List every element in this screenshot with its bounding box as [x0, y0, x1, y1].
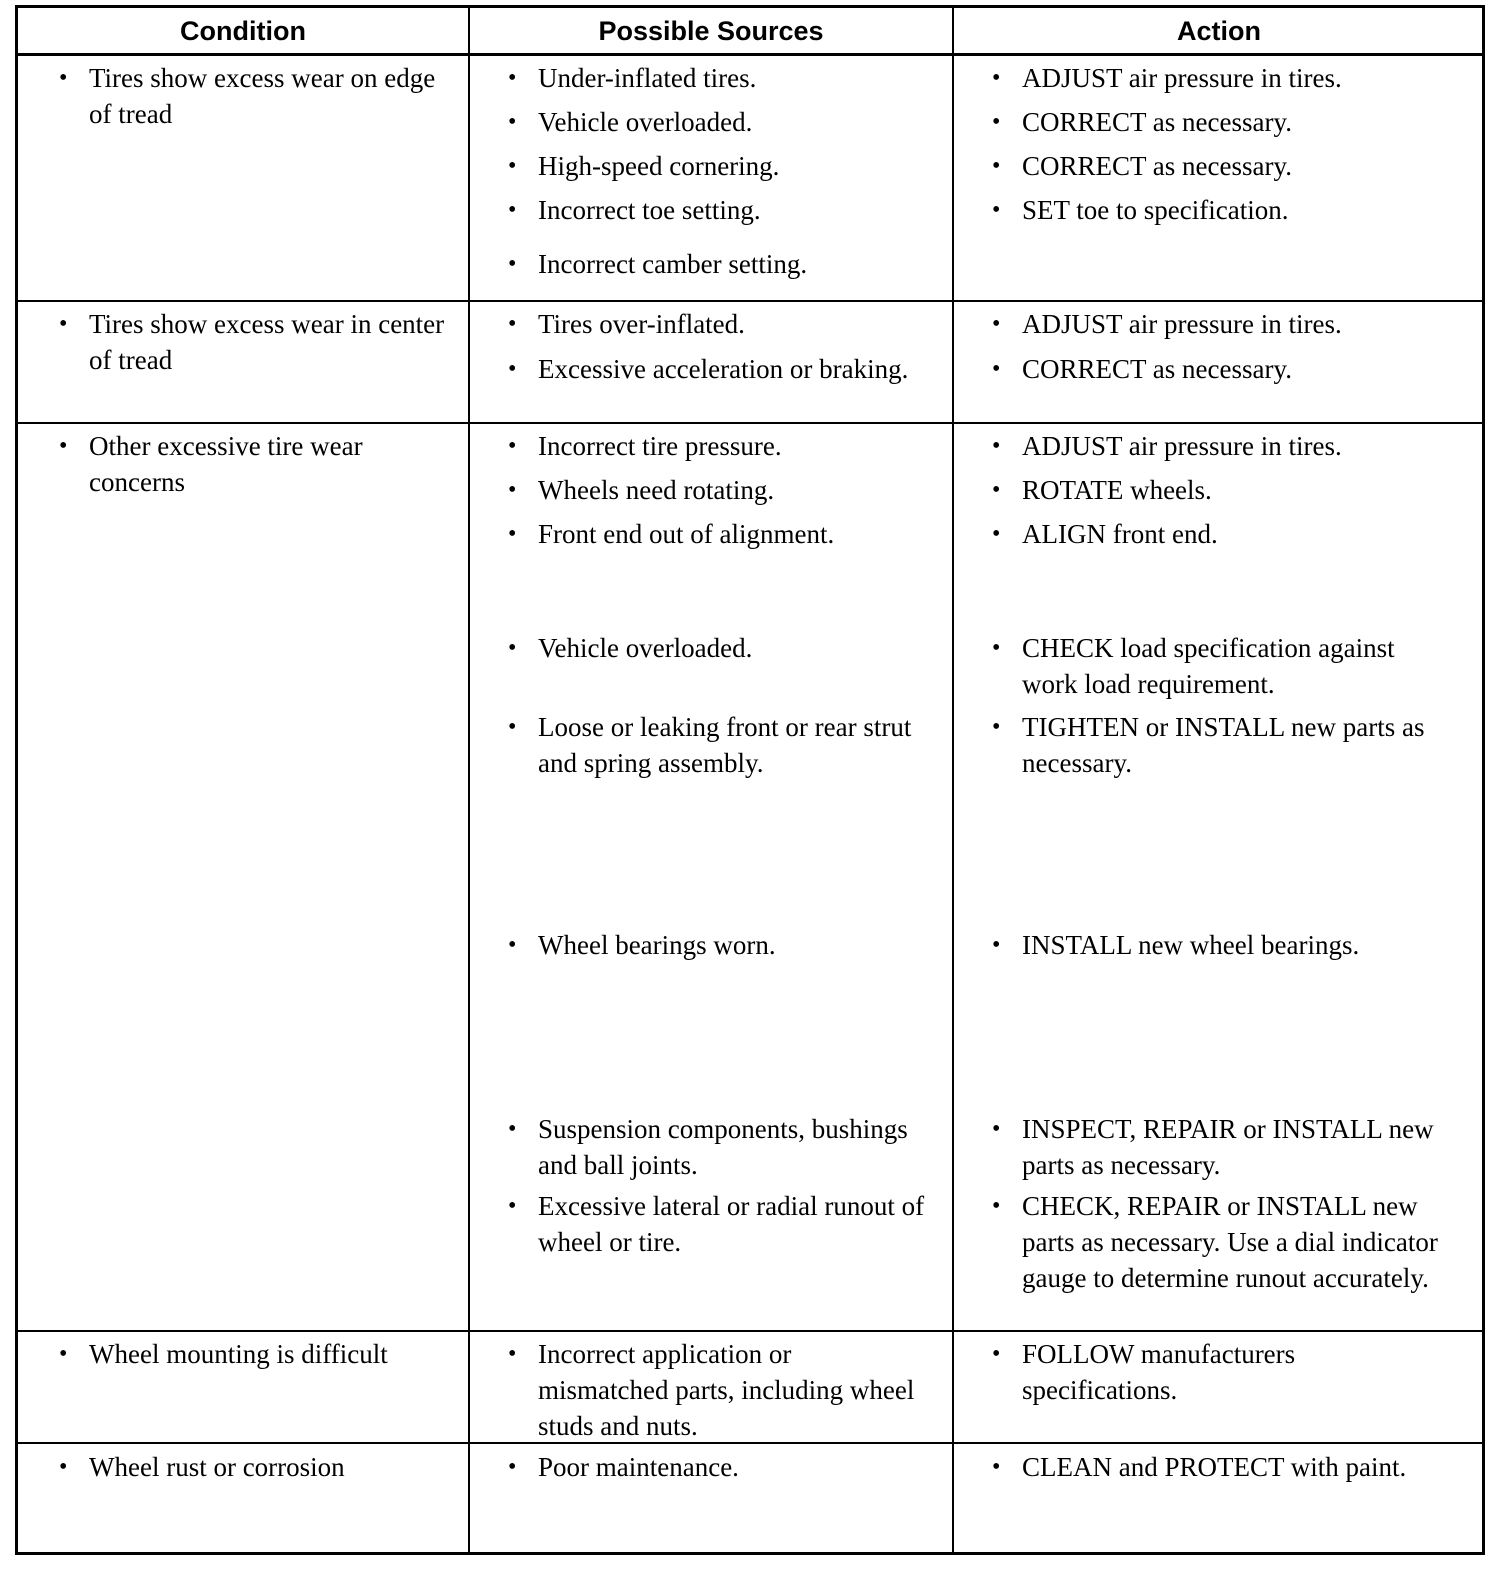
action-item: • ADJUST air pressure in tires. — [988, 306, 1478, 342]
source-item: • Front end out of alignment. — [504, 516, 944, 552]
source-item: • Excessive lateral or radial runout of wheel or tire. — [504, 1188, 944, 1260]
action-item: • INSTALL new wheel bearings. — [988, 927, 1478, 963]
row-divider — [18, 422, 1482, 424]
condition-cell: • Tires show excess wear in center of tread — [55, 306, 455, 378]
bullet-icon: • — [508, 1341, 517, 1367]
bullet-icon: • — [992, 109, 1001, 135]
column-divider — [468, 8, 470, 1552]
header-action: Action — [1177, 15, 1261, 46]
bullet-icon: • — [508, 251, 517, 277]
source-item: • Incorrect tire pressure. — [504, 428, 944, 464]
action-item: • INSPECT, REPAIR or INSTALL new parts as necessary. — [988, 1111, 1468, 1183]
bullet-icon: • — [992, 1116, 1001, 1142]
source-item: • Tires over-inflated. — [504, 306, 944, 342]
source-item: • Loose or leaking front or rear strut and spring assembly. — [504, 709, 944, 781]
bullet-icon: • — [508, 1454, 517, 1480]
bullet-icon: • — [992, 311, 1001, 337]
action-item: • CHECK load specification against work load requirement. — [988, 630, 1448, 702]
bullet-icon: • — [508, 65, 517, 91]
action-item: • TIGHTEN or INSTALL new parts as necessary. — [988, 709, 1438, 781]
bullet-icon: • — [508, 714, 517, 740]
action-item: • SET toe to specification. — [988, 192, 1478, 228]
action-item: • ADJUST air pressure in tires. — [988, 428, 1478, 464]
bullet-icon: • — [508, 433, 517, 459]
bullet-icon: • — [508, 1193, 517, 1219]
bullet-icon: • — [59, 433, 68, 459]
action-item: • CORRECT as necessary. — [988, 148, 1478, 184]
bullet-icon: • — [992, 714, 1001, 740]
action-item: • ROTATE wheels. — [988, 472, 1478, 508]
bullet-icon: • — [508, 153, 517, 179]
troubleshooting-table — [15, 5, 1485, 1555]
action-item: • CLEAN and PROTECT with paint. — [988, 1449, 1408, 1485]
source-item: • Incorrect camber setting. — [504, 246, 944, 282]
bullet-icon: • — [508, 356, 517, 382]
source-item: • High-speed cornering. — [504, 148, 944, 184]
bullet-icon: • — [508, 311, 517, 337]
action-item: • ALIGN front end. — [988, 516, 1478, 552]
action-item: • CORRECT as necessary. — [988, 104, 1478, 140]
source-item: • Poor maintenance. — [504, 1449, 944, 1485]
source-item: • Under-inflated tires. — [504, 60, 944, 96]
bullet-icon: • — [992, 635, 1001, 661]
action-item: • ADJUST air pressure in tires. — [988, 60, 1478, 96]
bullet-icon: • — [59, 65, 68, 91]
bullet-icon: • — [508, 477, 517, 503]
bullet-icon: • — [992, 1454, 1001, 1480]
bullet-icon: • — [59, 1341, 68, 1367]
source-item: • Wheel bearings worn. — [504, 927, 944, 963]
action-item: • CORRECT as necessary. — [988, 351, 1478, 387]
bullet-icon: • — [508, 521, 517, 547]
bullet-icon: • — [508, 932, 517, 958]
source-item: • Vehicle overloaded. — [504, 630, 944, 666]
bullet-icon: • — [992, 65, 1001, 91]
bullet-icon: • — [992, 433, 1001, 459]
bullet-icon: • — [992, 356, 1001, 382]
bullet-icon: • — [992, 197, 1001, 223]
bullet-icon: • — [508, 197, 517, 223]
condition-cell: • Wheel mounting is difficult — [55, 1336, 455, 1372]
condition-cell: • Other excessive tire wear concerns — [55, 428, 455, 500]
bullet-icon: • — [992, 521, 1001, 547]
bullet-icon: • — [59, 1454, 68, 1480]
bullet-icon: • — [992, 932, 1001, 958]
bullet-icon: • — [992, 1341, 1001, 1367]
column-divider — [952, 8, 954, 1552]
source-item: • Incorrect application or mismatched parts, including wheel studs and nuts. — [504, 1336, 924, 1444]
source-item: • Suspension components, bushings and ball joints. — [504, 1111, 944, 1183]
bullet-icon: • — [508, 109, 517, 135]
source-item: • Excessive acceleration or braking. — [504, 351, 924, 387]
header-possible-sources: Possible Sources — [598, 15, 824, 46]
bullet-icon: • — [59, 311, 68, 337]
header-condition: Condition — [180, 15, 306, 46]
bullet-icon: • — [508, 635, 517, 661]
row-divider — [18, 300, 1482, 302]
source-item: • Vehicle overloaded. — [504, 104, 944, 140]
bullet-icon: • — [992, 1193, 1001, 1219]
bullet-icon: • — [992, 477, 1001, 503]
action-item: • CHECK, REPAIR or INSTALL new parts as necessary. Use a dial indicator gauge to determine runout accurately. — [988, 1188, 1468, 1296]
bullet-icon: • — [992, 153, 1001, 179]
condition-cell: • Wheel rust or corrosion — [55, 1449, 455, 1485]
action-item: • FOLLOW manufacturers specifications. — [988, 1336, 1408, 1408]
source-item: • Incorrect toe setting. — [504, 192, 944, 228]
row-divider — [18, 1330, 1482, 1332]
condition-cell: • Tires show excess wear on edge of tread — [55, 60, 455, 132]
bullet-icon: • — [508, 1116, 517, 1142]
source-item: • Wheels need rotating. — [504, 472, 944, 508]
